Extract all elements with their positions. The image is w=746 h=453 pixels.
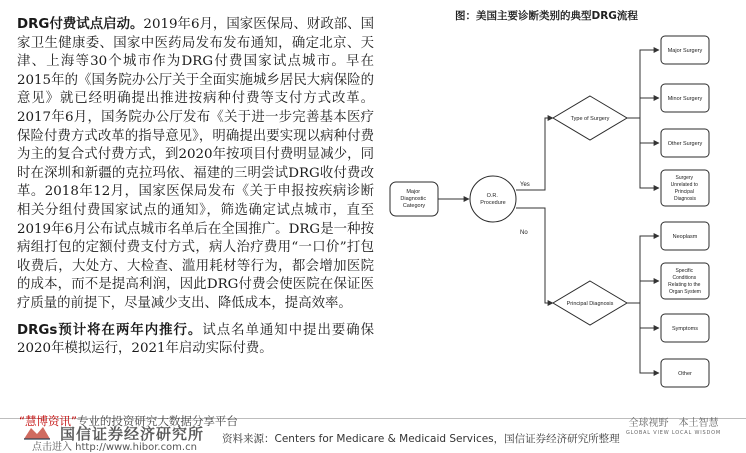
report-text bbox=[17, 16, 374, 367]
major-diagnostic-category-label: Major Diagnostic Category bbox=[400, 189, 427, 209]
paragraph-lead: DRGs预计将在两年内推行。 bbox=[17, 322, 203, 338]
surgery-unrelated-label: Surgery Unrelated to Principal Diagnosis bbox=[670, 175, 698, 202]
paragraph-drgs-rollout bbox=[17, 322, 374, 359]
symptoms-label: Symptoms bbox=[672, 326, 698, 332]
slogan-cn: 全球视野 本土智慧 bbox=[628, 418, 719, 429]
neoplasm-label: Neoplasm bbox=[672, 234, 698, 240]
minor-surgery-label: Minor Surgery bbox=[667, 96, 703, 102]
watermark-tagline: 专业的投资研究大数据分享平台 bbox=[76, 414, 238, 428]
major-surgery-label: Major Surgery bbox=[667, 48, 703, 54]
or-procedure-node bbox=[470, 176, 516, 222]
principal-diagnosis-label: Principal Diagnosis bbox=[566, 301, 614, 307]
arrow-no-branch bbox=[516, 208, 553, 303]
paragraph-body: 试点名单通知中提出要确保2020年模拟运行，2021年启动实际付费。 bbox=[17, 322, 375, 357]
drg-flowchart bbox=[385, 22, 725, 397]
or-procedure-label: O.R. Procedure bbox=[480, 193, 506, 206]
slogan-en: GLOBAL VIEW LOCAL WISDOM bbox=[626, 430, 721, 436]
arrow-to-other bbox=[640, 328, 659, 373]
paragraph-drg-pilot bbox=[17, 16, 374, 314]
other-label: Other bbox=[678, 371, 692, 377]
yes-label: Yes bbox=[520, 182, 530, 188]
arrow-to-surgery-unrelated bbox=[640, 143, 659, 188]
arrow-to-major-surgery bbox=[627, 50, 659, 118]
no-label: No bbox=[520, 230, 528, 236]
arrow-to-symptoms bbox=[640, 303, 659, 328]
watermark-brand: “慧博资讯” bbox=[19, 414, 77, 428]
arrow-yes-branch bbox=[516, 118, 553, 190]
slogan bbox=[626, 414, 721, 436]
figure-title: 图：美国主要诊断类别的典型DRG流程 bbox=[455, 10, 638, 22]
paragraph-body: 2019年6月，国家医保局、财政部、国家卫生健康委、国家中医药局发布发布通知，确定北京、天津、上海等30个城市作为DRG付费国家试点城市。早在2015年的《国务院办公厅关于全面实施城乡居民大病保险的意见》就已经明确提出推进按病种付费等支付方式改革。2017年6月，国务院办公厅发布《关于进一步完善基本医疗保险付费方式改革的指导意见》，明确提出要实现以病种付费为主的复合式付费方式，到2020年按项目付费明显减少，同时在深圳和新疆的克拉玛依、福建的三明尝试DRG收付费改革。2018年12月，国家医保局发布《关于申报按疾病诊断相关分组付费国家试点的通知》，筛选确定试点城市，直至2019年6月公布试点城市名单后在全国推广。DRG是一种按病组打包的定额付费支付方式，病人治疗费用“一口价”打包收费后，大处方、大检查、滥用耗材等行为，都会增加医院的成本，而不是提高利润，因此DRG付费会使医院在保证医疗质量的前提下，尽量减少支出、降低成本，提高效率。 bbox=[17, 17, 374, 311]
other-surgery-label: Other Surgery bbox=[667, 141, 703, 147]
institute-name: 国信证券经济研究所 bbox=[60, 425, 205, 443]
watermark-link[interactable]: 点击进入 http://www.hibor.com.cn bbox=[32, 442, 197, 453]
source-note: 资料来源：Centers for Medicare & Medicaid Services，国信证券经济研究所整理 bbox=[222, 433, 620, 445]
type-of-surgery-label: Type of Surgery bbox=[570, 116, 610, 122]
watermark-top[interactable] bbox=[19, 413, 238, 429]
specific-conditions-label: Specific Conditions Relating to the Organ System bbox=[668, 268, 701, 295]
arrow-to-other-surgery bbox=[640, 118, 659, 143]
arrow-to-neoplasm bbox=[627, 236, 659, 303]
paragraph-lead: DRG付费试点启动。 bbox=[17, 17, 144, 32]
